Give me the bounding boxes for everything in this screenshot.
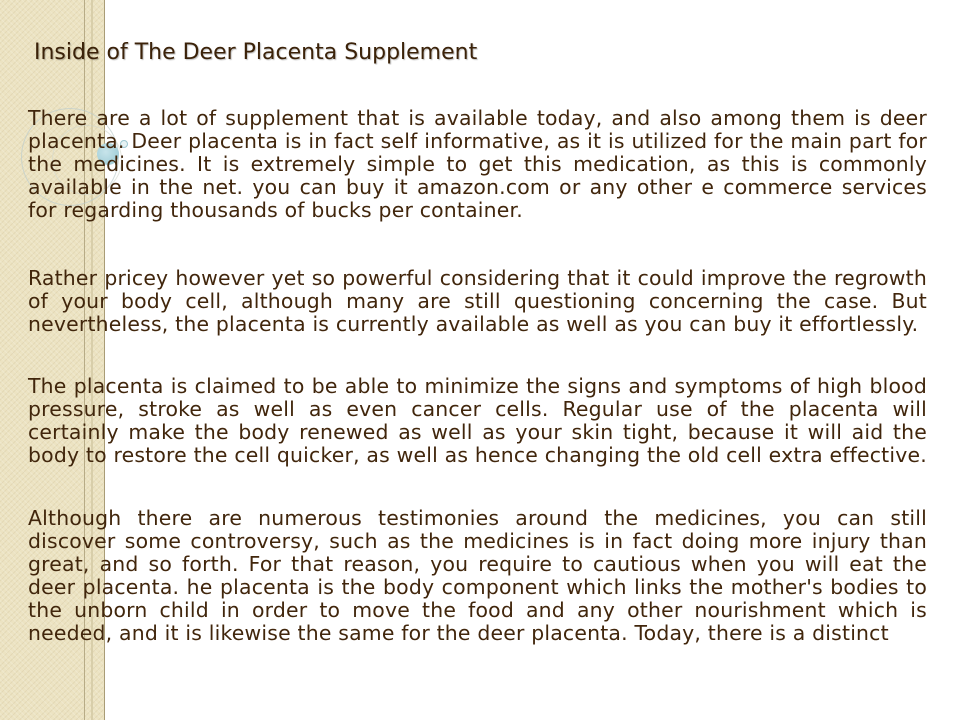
body-paragraph: Rather pricey however yet so powerful considering that it could improve the regrowth of your body cell, although many are still questioning concerning the case. But nevertheless, the placenta is currently available as well as you can buy it effortlessly. [28, 266, 927, 337]
slide-title: Inside of The Deer Placenta Supplement [34, 40, 478, 65]
body-paragraph: The placenta is claimed to be able to minimize the signs and symptoms of high blood pressure, stroke as well as even cancer cells. Regular use of the placenta will certainly make the body renewed as well as your skin tight, because it will aid the body to restore the cell quicker, as well as hence changing the old cell extra effective. [28, 374, 927, 468]
body-paragraph: Although there are numerous testimonies around the medicines, you can still discover some controversy, such as the medicines is in fact doing more injury than great, and so forth. For that reason, you require to cautious when you will eat the deer placenta. he placenta is the body component which links the mother's bodies to the unborn child in order to move the food and any other nourishment which is needed, and it is likewise the same for the deer placenta. Today, there is a distinct [28, 506, 927, 646]
slide-content [28, 40, 927, 645]
body-paragraph: There are a lot of supplement that is available today, and also among them is deer placenta. Deer placenta is in fact self informative, as it is utilized for the main part for the medicines. It is extremely simple to get this medication, as this is commonly available in the net. you can buy it amazon.com or any other e commerce services for regarding thousands of bucks per container. [28, 106, 927, 223]
